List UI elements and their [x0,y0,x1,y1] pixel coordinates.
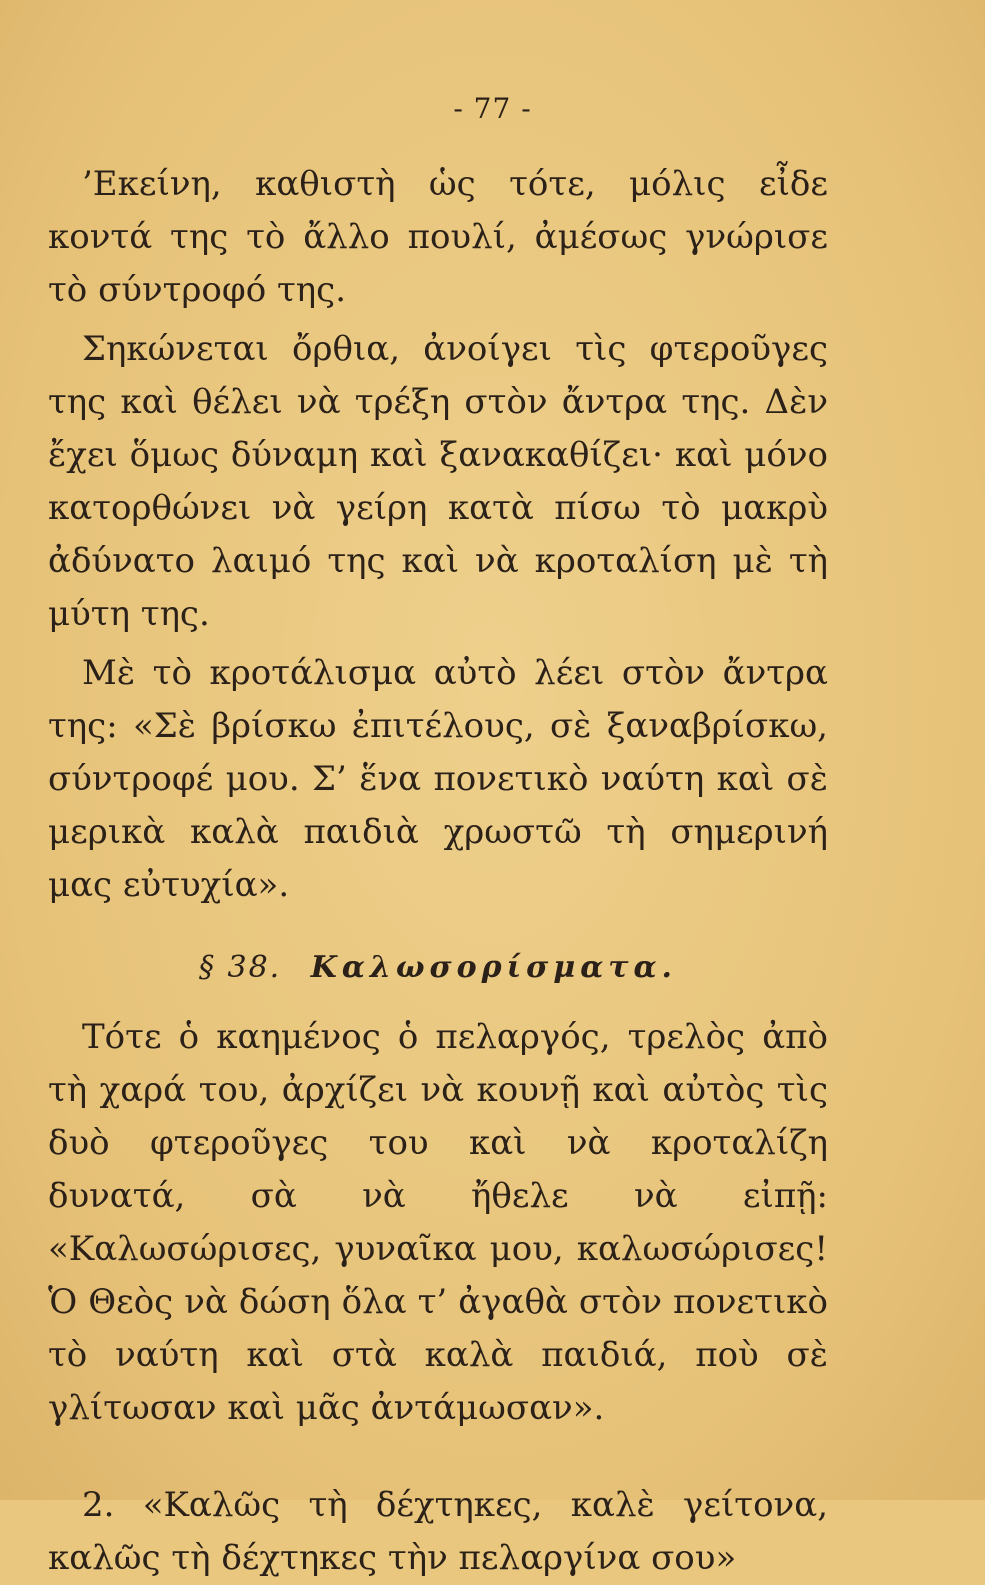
section-heading [48,950,828,985]
paragraph-2: Σηκώνεται ὄρθια, ἀνοίγει τὶς φτεροῦγες της καὶ θέλει νὰ τρέξη στὸν ἄντρα της. Δὲν ἔχει ὅμως δύναμη καὶ ξανακαθίζει· καὶ μόνο κατορθώνει νὰ γείρη κατὰ πίσω τὸ μακρὺ ἀδύνατο λαιμό της καὶ νὰ κροταλίση μὲ τὴ μύτη της. [48,329,828,634]
verse-2: 2. «Καλῶς τὴ δέχτηκες, καλὲ γείτονα, καλῶς τὴ δέχτηκες τὴν πελαργίνα σου» [48,1485,828,1578]
paragraph-1: ’Εκείνη, καθιστὴ ὡς τότε, μόλις εἶδε κοντά της τὸ ἄλλο πουλί, ἀμέσως γνώρισε τὸ σύντροφό της. [48,164,828,310]
page-body [48,158,828,1585]
section-number: § 38. [198,950,282,985]
paragraph-4: Τότε ὁ καημένος ὁ πελαργός, τρελὸς ἀπὸ τὴ χαρά του, ἀρχίζει νὰ κουνῇ καὶ αὐτὸς τὶς δυὸ φτεροῦγες του καὶ νὰ κροταλίζη δυνατά, σὰ νὰ ἤθελε νὰ εἰπῇ: «Καλωσώρισες, γυναῖκα μου, καλωσώρισες! Ὁ Θεὸς νὰ δώση ὅλα τ’ ἀγαθὰ στὸν πονετικὸ τὸ ναύτη καὶ στὰ καλὰ παιδιά, ποὺ σὲ γλίτωσαν καὶ μᾶς ἀντάμωσαν». [48,1017,828,1428]
paragraph-3: Μὲ τὸ κροτάλισμα αὐτὸ λέει στὸν ἄντρα της: «Σὲ βρίσκω ἐπιτέλους, σὲ ξαναβρίσκω, σύντροφέ μου. Σ’ ἕνα πονετικὸ ναύτη καὶ σὲ μερικὰ καλὰ παιδιὰ χρωστῶ τὴ σημερινή μας εὐτυχία». [48,653,828,905]
page-number: - 77 - [453,92,532,125]
section-title: Καλωσορίσματα. [310,950,678,985]
